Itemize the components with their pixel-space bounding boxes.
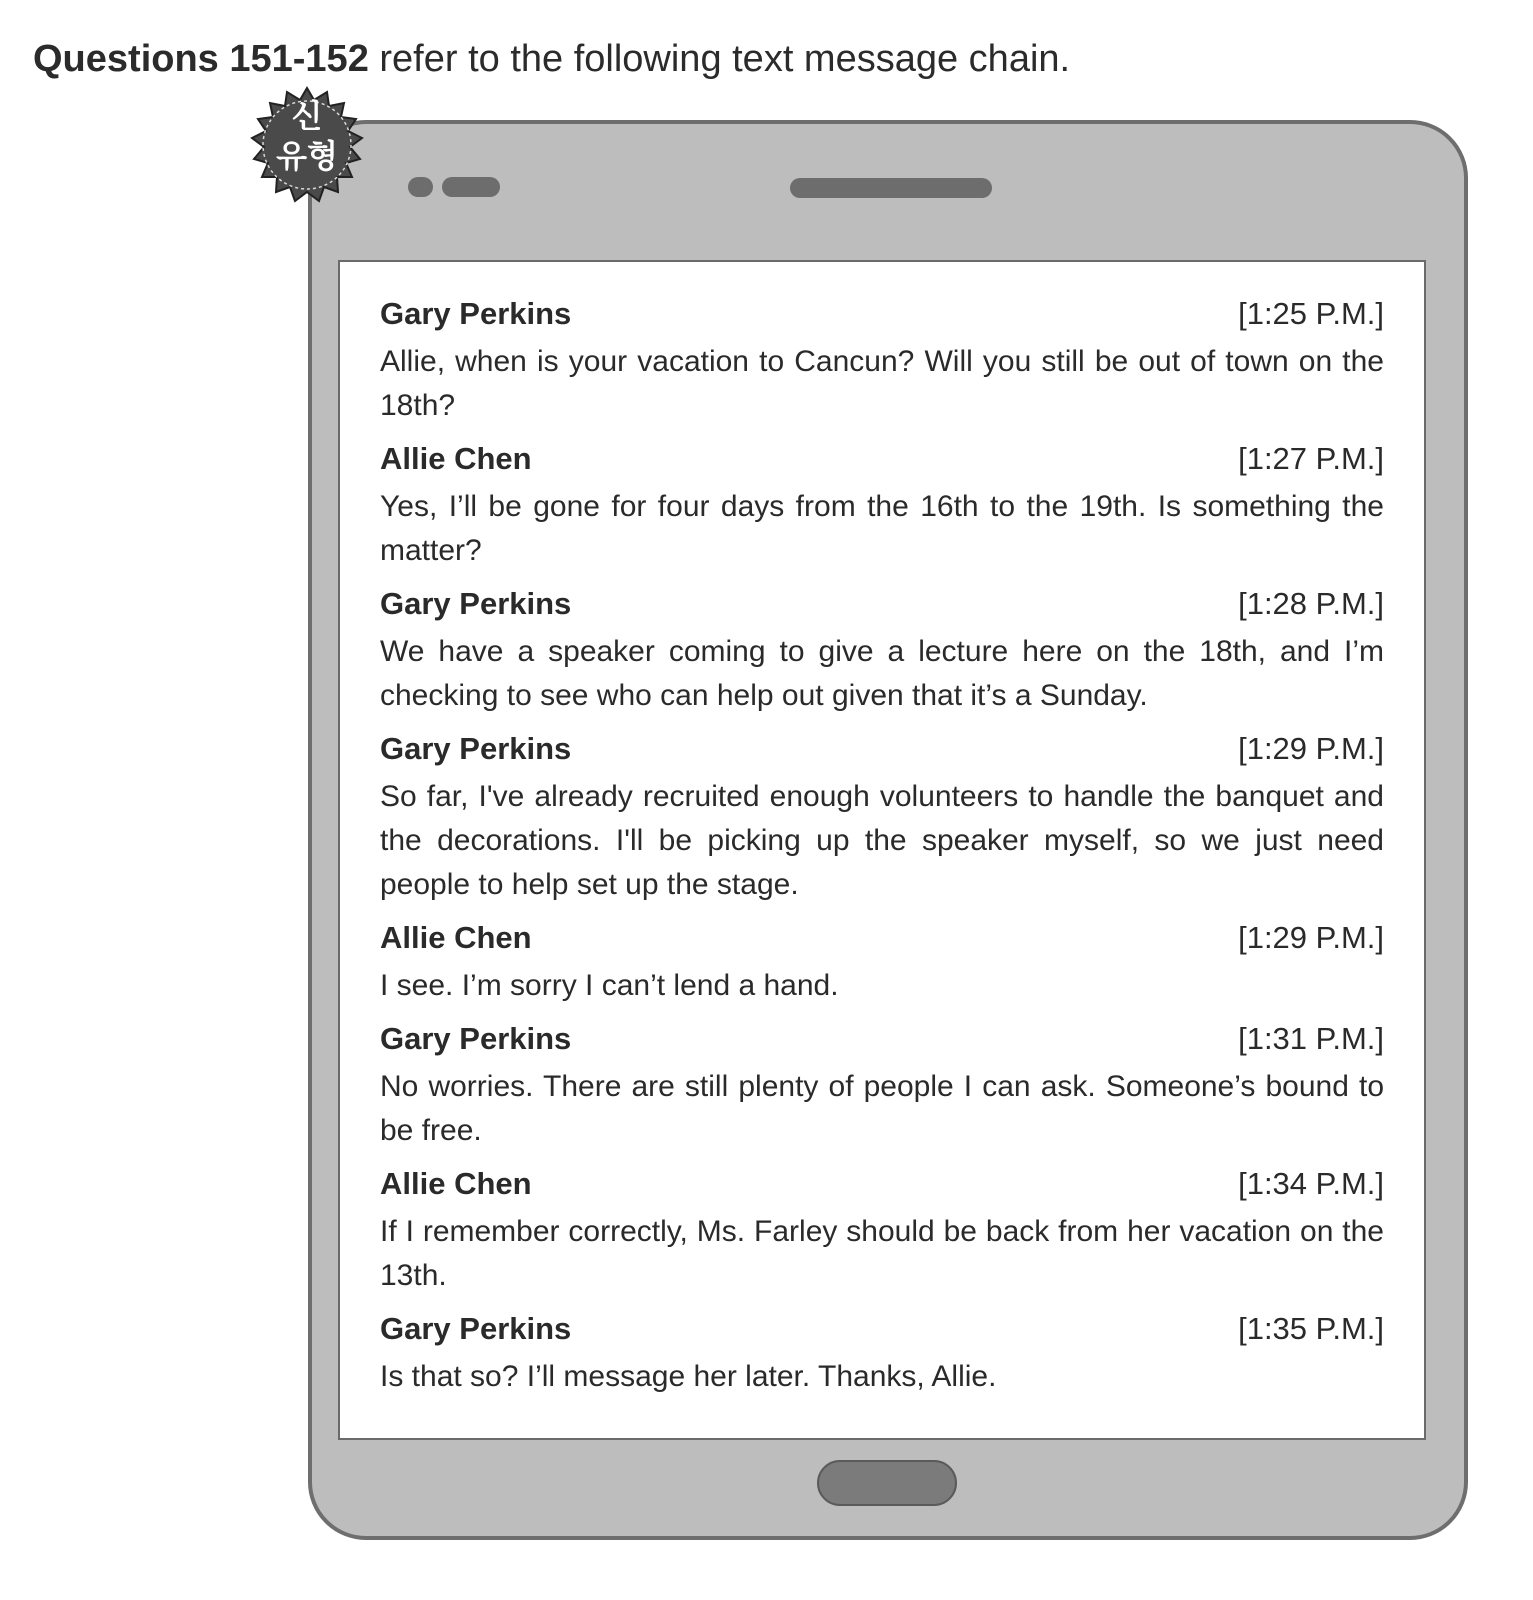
message-text: We have a speaker coming to give a lecture here on the 18th, and I’m checking to see who can help out given that it’s a Sunday. — [380, 635, 1384, 712]
sensor-icon — [442, 177, 500, 197]
message-time: [1:29 P.M.] — [1238, 920, 1384, 955]
message-sender: Gary Perkins — [380, 296, 572, 331]
message-time: [1:29 P.M.] — [1238, 731, 1384, 766]
message-sender: Gary Perkins — [380, 1311, 572, 1346]
message-sender: Gary Perkins — [380, 586, 572, 621]
badge-line-2: 유형 — [276, 137, 338, 175]
new-type-badge-label — [248, 96, 366, 176]
question-number: Questions 151-152 — [33, 38, 369, 80]
message-sender: Gary Perkins — [380, 1021, 572, 1056]
message-item — [380, 1311, 1384, 1399]
tablet-device — [308, 120, 1468, 1540]
home-button — [817, 1460, 957, 1506]
message-sender: Allie Chen — [380, 920, 532, 955]
message-sender: Allie Chen — [380, 441, 532, 476]
message-time: [1:25 P.M.] — [1238, 296, 1384, 331]
message-screen — [338, 260, 1426, 1440]
speaker-grille — [790, 178, 992, 198]
message-text: I see. I’m sorry I can’t lend a hand. — [380, 969, 839, 1002]
question-heading — [33, 36, 1070, 82]
message-sender: Gary Perkins — [380, 731, 572, 766]
message-list — [380, 296, 1384, 1412]
question-instruction: refer to the following text message chain. — [368, 38, 1071, 80]
message-time: [1:35 P.M.] — [1238, 1311, 1384, 1346]
message-time: [1:27 P.M.] — [1238, 441, 1384, 476]
message-item — [380, 296, 1384, 428]
message-time: [1:31 P.M.] — [1238, 1021, 1384, 1056]
message-item — [380, 920, 1384, 1008]
camera-icon — [408, 177, 433, 197]
message-item — [380, 586, 1384, 718]
message-item — [380, 1166, 1384, 1298]
message-text: Yes, I’ll be gone for four days from the 16th to the 19th. Is something the matter? — [380, 490, 1384, 567]
message-text: Is that so? I’ll message her later. Thanks, Allie. — [380, 1360, 997, 1393]
message-text: No worries. There are still plenty of people I can ask. Someone’s bound to be free. — [380, 1070, 1384, 1147]
message-item — [380, 1021, 1384, 1153]
message-item — [380, 441, 1384, 573]
message-sender: Allie Chen — [380, 1166, 532, 1201]
badge-line-1: 신 — [291, 97, 323, 135]
message-text: Allie, when is your vacation to Cancun? Will you still be out of town on the 18th? — [380, 345, 1384, 422]
message-text: If I remember correctly, Ms. Farley should be back from her vacation on the 13th. — [380, 1215, 1384, 1292]
message-time: [1:34 P.M.] — [1238, 1166, 1384, 1201]
message-item — [380, 731, 1384, 907]
message-time: [1:28 P.M.] — [1238, 586, 1384, 621]
message-text: So far, I've already recruited enough volunteers to handle the banquet and the decorations. I'll be picking up the speaker myself, so we just need people to help set up the stage. — [380, 780, 1384, 901]
